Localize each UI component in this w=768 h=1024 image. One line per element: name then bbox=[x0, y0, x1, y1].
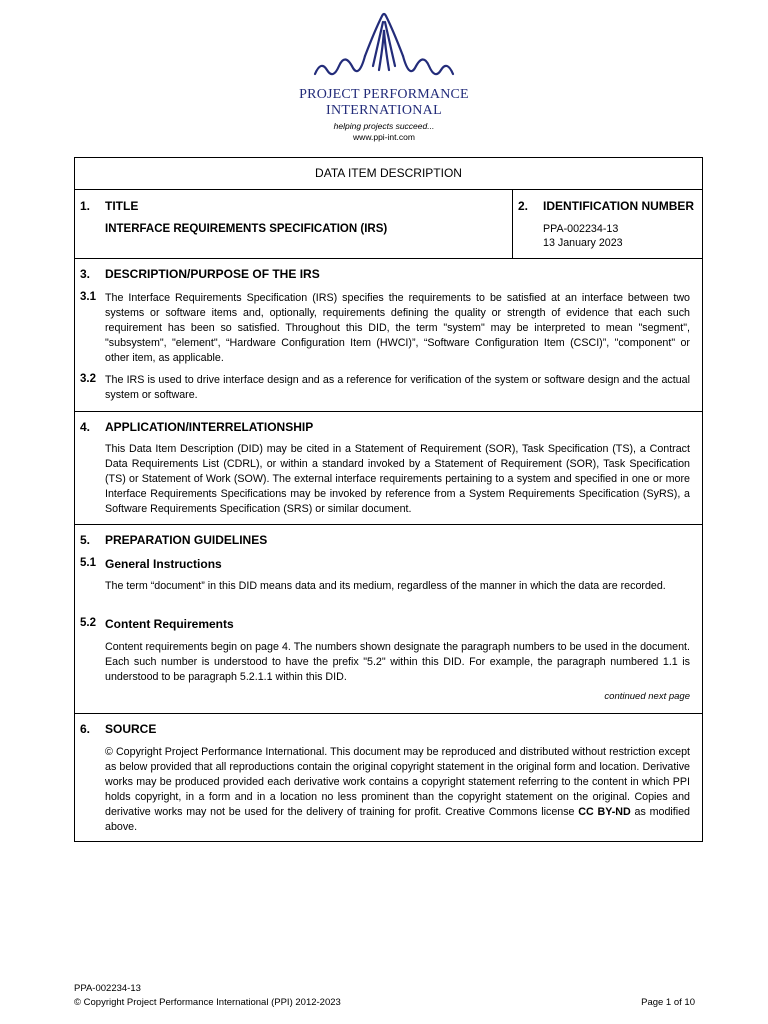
copyright-paragraph bbox=[105, 745, 690, 835]
document-title: INTERFACE REQUIREMENTS SPECIFICATION (IRS) bbox=[105, 223, 388, 235]
license-name: CC BY-ND bbox=[578, 806, 631, 818]
website-url: www.ppi-int.com bbox=[353, 132, 415, 142]
section-number: 4. bbox=[80, 420, 91, 434]
company-name-line1: PROJECT PERFORMANCE bbox=[299, 87, 469, 102]
section-4-application bbox=[75, 411, 702, 524]
subsection-heading: General Instructions bbox=[105, 557, 222, 571]
data-item-description-table bbox=[74, 157, 703, 842]
section-number: 5. bbox=[80, 533, 91, 547]
section-number: 6. bbox=[80, 722, 91, 736]
page-number: Page 1 of 10 bbox=[641, 997, 695, 1008]
section-heading-title: TITLE bbox=[105, 199, 139, 213]
section-id-cell bbox=[513, 190, 702, 258]
footer-copyright: © Copyright Project Performance International (PPI) 2012-2023 bbox=[74, 997, 341, 1008]
section-number: 2. bbox=[518, 199, 529, 213]
copyright-text: © Copyright Project Performance International. This document may be reproduced and distributed without restriction except as below provided that all reproductions contain the original copyright statement in the original form and location. Derivative works may be produced provided each derivative work contains a copyright statement referring to the content in which PPI holds copyright, in a form and in a location no less prominent than the copyright statement on the original. Copies and derivative works may not be used for the delivery of training for profit. Creative Commons license bbox=[105, 746, 690, 818]
identification-number: PPA-002234-13 bbox=[543, 223, 619, 235]
paragraph-number: 3.2 bbox=[80, 373, 96, 385]
paragraph-5-1: The term “document” in this DID means data and its medium, regardless of the manner in which the data are recorded. bbox=[105, 580, 666, 592]
subsection-heading: Content Requirements bbox=[105, 617, 234, 631]
continued-note: continued next page bbox=[604, 691, 690, 702]
paragraph-3-1: The Interface Requirements Specification (IRS) specifies the requirements to be satisfied at an interface between two systems or software items and, optionally, requirements defining the quality or strength of evidence that each such requirement has been so satisfied. Throughout this DID, the term "system" may be interpreted to mean "segment", "subsystem", "element", “Hardware Configuration Item (HWCI)”, “Software Configuration Item (CSCI)”, "component" or other item, as applicable. bbox=[105, 292, 690, 364]
section-3-description bbox=[75, 258, 702, 411]
ppi-wave-logo-icon bbox=[309, 10, 459, 86]
page-footer bbox=[74, 982, 695, 1010]
section-heading: APPLICATION/INTERRELATIONSHIP bbox=[105, 420, 314, 434]
tagline: helping projects succeed... bbox=[333, 121, 435, 131]
section-5-preparation bbox=[75, 524, 702, 713]
section-heading: PREPARATION GUIDELINES bbox=[105, 533, 268, 547]
section-heading: DESCRIPTION/PURPOSE OF THE IRS bbox=[105, 267, 320, 281]
footer-doc-id: PPA-002234-13 bbox=[74, 983, 141, 994]
section-heading-id: IDENTIFICATION NUMBER bbox=[543, 199, 695, 213]
page-header bbox=[0, 10, 768, 143]
copyright-text-end: as modified above. bbox=[105, 806, 690, 833]
paragraph-4: This Data Item Description (DID) may be cited in a Statement of Requirement (SOR), Task Specification (TS), a Contract Data Requirements List (CDRL), or within a standard invoked by a Statement of Requirement (SOR), Task Specification (TS) or Statement of Work (SOW). The external interface requirements pertaining to a system and specified in one or more Interface Requirements Specifications may be invoked by reference from a System Requirements Specification (SyRS), a Software Requirements Specification (SRS) or similar document. bbox=[105, 443, 690, 515]
paragraph-number: 3.1 bbox=[80, 291, 96, 303]
section-heading: SOURCE bbox=[105, 722, 157, 736]
paragraph-5-2: Content requirements begin on page 4. The numbers shown designate the paragraph numbers to be used in the document. Each such number is understood to have the prefix "5.2" within this DID. For example, the paragraph numbered 1.1 is understood to be paragraph 5.2.1.1 within this DID. bbox=[105, 641, 690, 683]
section-number: 3. bbox=[80, 267, 91, 281]
title-id-row bbox=[75, 189, 702, 258]
subsection-number: 5.2 bbox=[80, 617, 96, 629]
section-title-cell bbox=[75, 190, 513, 258]
section-6-source bbox=[75, 713, 702, 841]
table-title: DATA ITEM DESCRIPTION bbox=[315, 166, 462, 180]
paragraph-3-2: The IRS is used to drive interface design and as a reference for verification of the system or software design and the actual system or software. bbox=[105, 374, 690, 401]
issue-date: 13 January 2023 bbox=[543, 237, 623, 249]
section-number: 1. bbox=[80, 199, 91, 213]
company-name-line2: INTERNATIONAL bbox=[326, 103, 442, 118]
subsection-number: 5.1 bbox=[80, 557, 96, 569]
